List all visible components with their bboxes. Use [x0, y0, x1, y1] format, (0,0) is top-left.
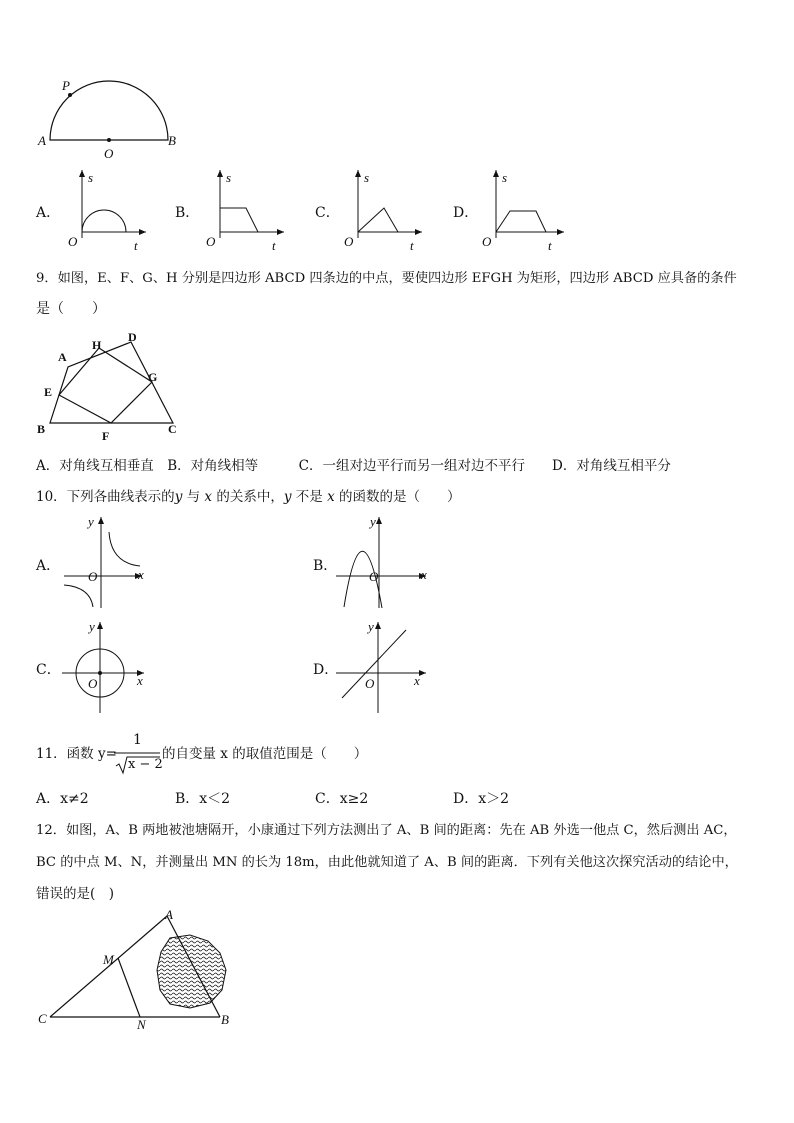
q11-option-a: A．x≠2 [36, 791, 89, 807]
q10-graph-a [62, 515, 152, 610]
q10-graph-c [60, 620, 155, 715]
q8-option-b-letter: B． [175, 205, 200, 221]
q8a-o: O [68, 234, 78, 249]
q8-option-d-letter: D． [453, 205, 479, 221]
q10-var-x1: x [204, 489, 213, 505]
q12-stem-line2: BC 的中点 M、N，并测量出 MN 的长为 18m，由此他就知道了 A、B 间的距离．下列有关他这次探究活动的结论中， [36, 855, 738, 870]
q9-quadrilateral-figure [36, 330, 186, 440]
q10c-y: y [89, 619, 95, 634]
q12-stem-line1: 12．如图，A、B 两地被池塘隔开，小康通过下列方法测出了 A、B 间的距离：先在 AB 外选一他点 C，然后测出 AC， [36, 823, 737, 838]
q11-option-b: B．x＜2 [175, 791, 231, 807]
point-o-label: O [104, 146, 114, 161]
q9-label-d: D [128, 330, 137, 344]
q10a-o: O [88, 569, 98, 584]
q10b-y: y [370, 514, 376, 529]
q9-label-a: A [58, 350, 67, 364]
q9-label-b: B [37, 422, 46, 436]
q8c-o: O [344, 234, 354, 249]
q8-option-c-letter: C． [315, 205, 340, 221]
q8b-o: O [206, 234, 216, 249]
q10-option-c-letter: C． [36, 662, 61, 678]
q10b-o: O [369, 569, 379, 584]
q11-denominator: x − 2 [128, 757, 163, 772]
q10-var-y2: y [283, 489, 292, 505]
q10d-o: O [365, 676, 375, 691]
q8b-s: s [226, 170, 232, 185]
q8d-s: s [502, 170, 508, 185]
q10d-y: y [368, 619, 374, 634]
q10-var-x2: x [327, 489, 335, 505]
q10d-x: x [414, 673, 420, 688]
q12-label-c: C [38, 1011, 47, 1026]
q10-stem-e: 的函数的是（ ） [334, 489, 461, 505]
q8c-t: t [410, 238, 414, 253]
q12-label-b: B [221, 1012, 229, 1027]
q10a-y: y [88, 514, 94, 529]
point-a-label: A [38, 133, 46, 148]
q9-label-c: C [168, 422, 177, 436]
q8a-t: t [134, 238, 138, 253]
q9-stem-line1: 9．如图，E、F、G、H 分别是四边形 ABCD 四条边的中点，要使四边形 EFGH 为矩形，四边形 ABCD 应具备的条件 [36, 271, 737, 286]
q9-stem-line2: 是（ ） [36, 301, 106, 317]
q10a-x: x [138, 567, 144, 582]
q10-option-a-letter: A． [36, 558, 61, 574]
q12-pond-figure [40, 908, 240, 1033]
q10-var-y1: y [174, 489, 183, 505]
q9-label-e: E [44, 385, 53, 399]
q12-stem-line3: 错误的是( ) [36, 886, 115, 902]
q12-label-n: N [137, 1017, 146, 1032]
q8c-s: s [364, 170, 370, 185]
q10-stem [36, 487, 461, 507]
q10-stem-a: 10．下列各曲线表示的 [36, 489, 175, 505]
q12-label-a: A [165, 907, 173, 922]
q9-label-h: H [92, 338, 102, 352]
q8b-t: t [272, 238, 276, 253]
q9-label-g: G [148, 370, 158, 384]
q11-option-d: D．x＞2 [453, 791, 510, 807]
q10-stem-c: 的关系中， [212, 489, 284, 505]
q11-option-c: C．x≥2 [315, 791, 369, 807]
q11-prefix: 11．函数 y= [36, 746, 117, 762]
q10-option-b-letter: B． [313, 558, 338, 574]
q8d-t: t [548, 238, 552, 253]
q8d-o: O [482, 234, 492, 249]
q11-suffix: 的自变量 x 的取值范围是（ ） [162, 746, 368, 762]
q9-label-f: F [102, 429, 110, 443]
q12-label-m: M [103, 952, 114, 967]
q10c-x: x [137, 673, 143, 688]
point-p-label: P [62, 78, 70, 93]
q10-stem-d: 不是 [291, 489, 328, 505]
q8-option-a-letter: A． [36, 205, 61, 221]
q10-option-d-letter: D． [313, 662, 339, 678]
q9-options: A．对角线互相垂直 B．对角线相等 C．一组对边平行而另一组对边不平行 D．对角线互相平分 [36, 458, 671, 474]
point-b-label: B [168, 133, 176, 148]
q10c-o: O [88, 676, 98, 691]
q10-stem-b: 与 [182, 489, 205, 505]
q11-numerator: 1 [133, 732, 142, 748]
q10-graph-d [334, 620, 434, 715]
q10b-x: x [421, 567, 427, 582]
q10-graph-b [334, 515, 434, 610]
q8a-s: s [88, 170, 94, 185]
